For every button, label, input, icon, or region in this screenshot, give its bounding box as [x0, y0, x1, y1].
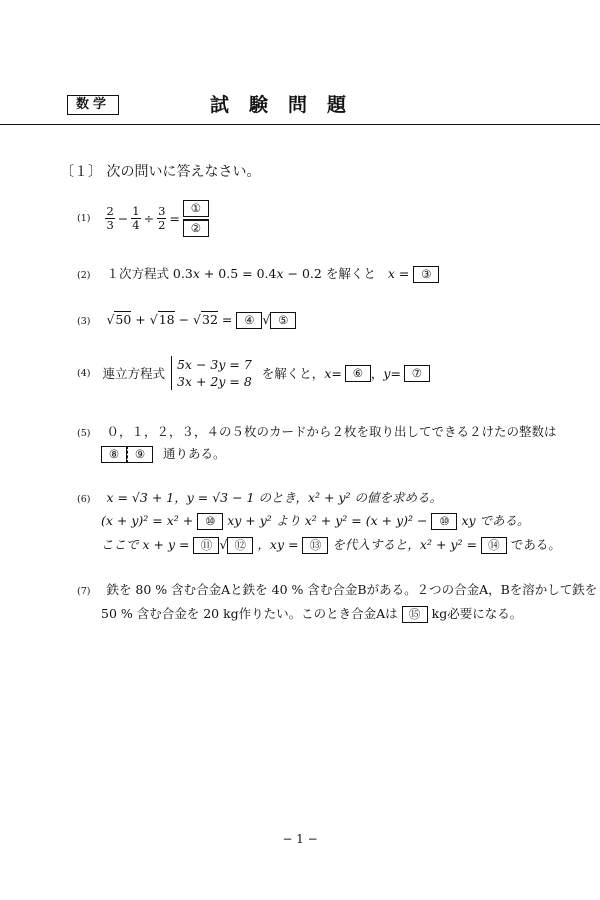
sqrt-sign: √	[262, 312, 271, 327]
var-x: x	[192, 266, 200, 281]
fraction-a	[105, 205, 114, 232]
expression: xy である。	[461, 513, 530, 528]
answer-box-2[interactable]: ②	[183, 219, 209, 237]
question-4-text: 連立方程式	[102, 366, 165, 381]
expression: ，xy =	[257, 537, 299, 552]
question-7-line-2	[101, 604, 522, 623]
fraction-a-den: 3	[106, 218, 114, 232]
question-7-text: 50 % 含む合金を 20 kg作りたい。このとき合金Aは	[101, 606, 398, 621]
question-4-number: (4)	[77, 367, 91, 379]
answer-box-15[interactable]: ⑮	[402, 606, 428, 623]
sqrt-sign: √	[193, 312, 202, 327]
question-7-number: (7)	[77, 586, 91, 597]
question-2-text: １次方程式 0.3	[106, 266, 193, 281]
question-6	[77, 488, 442, 506]
question-1-number: (1)	[77, 213, 91, 224]
question-1	[77, 200, 209, 237]
question-7-text: kg必要になる。	[431, 606, 523, 621]
section-instruction: 次の問いに答えなさい。	[106, 164, 261, 180]
expression: xy + y² より x² + y² = (x + y)² −	[227, 513, 428, 528]
question-5-text: ０，１，２，３，４の５枚のカードから２枚を取り出してできる２けたの整数は	[106, 424, 557, 439]
section-number: 〔１〕	[60, 164, 102, 180]
answer-fraction	[183, 200, 209, 237]
section-heading	[60, 161, 260, 181]
question-3	[77, 312, 296, 329]
comma: ，	[370, 366, 384, 381]
sqrt-sign: √	[219, 537, 228, 552]
var-y: y	[383, 365, 391, 381]
equation-1: 5x − 3y = 7	[176, 357, 252, 372]
equals-sign: =	[390, 365, 401, 381]
equals-sign: =	[331, 365, 342, 381]
equals-sign: =	[394, 266, 410, 281]
fraction-c-num: 3	[158, 204, 166, 218]
question-5	[77, 422, 556, 440]
answer-box-10-repeat[interactable]: ⑩	[431, 513, 457, 530]
answer-box-10[interactable]: ⑩	[197, 513, 223, 530]
fraction-b-den: 4	[132, 218, 140, 232]
question-2-mid: + 0.5 = 0.4	[199, 266, 277, 281]
question-2-number: (2)	[77, 270, 91, 281]
var-x: x	[387, 266, 395, 281]
sqrt-sign: √	[106, 312, 115, 327]
answer-box-14[interactable]: ⑭	[481, 537, 507, 554]
subject-label: 数学	[67, 95, 119, 115]
question-5-answer	[101, 444, 226, 463]
equation-system	[171, 356, 252, 390]
answer-box-9[interactable]: ⑨	[127, 446, 153, 463]
fraction-c-den: 2	[158, 218, 166, 232]
expression: (x + y)² = x² +	[101, 513, 194, 528]
radicand: 50	[115, 312, 132, 327]
question-5-number: (5)	[77, 428, 91, 439]
page-number: − 1 −	[282, 832, 318, 846]
page-title: 試験問題	[210, 94, 367, 116]
answer-box-4[interactable]: ④	[236, 312, 262, 329]
answer-box-11[interactable]: ⑪	[193, 537, 219, 554]
fraction-c	[157, 205, 166, 232]
minus-sign: −	[174, 312, 194, 327]
answer-box-5[interactable]: ⑤	[270, 312, 296, 329]
answer-box-7[interactable]: ⑦	[404, 365, 430, 382]
fraction-b	[131, 205, 140, 232]
fraction-b-num: 1	[132, 204, 140, 218]
question-6-number: (6)	[77, 494, 91, 505]
minus-sign: −	[117, 211, 129, 226]
answer-box-6[interactable]: ⑥	[345, 365, 371, 382]
equals-sign: =	[169, 211, 180, 226]
question-4	[77, 356, 430, 390]
var-x: x	[324, 365, 332, 381]
question-2	[77, 264, 439, 283]
question-3-number: (3)	[77, 316, 91, 327]
plus-sign: +	[131, 312, 150, 327]
expression: である。	[510, 537, 561, 552]
answer-box-1[interactable]: ①	[183, 200, 209, 217]
expression: を代入すると，x² + y² =	[332, 537, 477, 552]
equals-sign: =	[217, 312, 233, 327]
sqrt-sign: √	[149, 312, 158, 327]
fraction-a-num: 2	[106, 204, 114, 218]
question-6-line-3	[101, 535, 561, 554]
radicand: 18	[158, 312, 175, 327]
radicand: 32	[202, 312, 218, 327]
answer-box-3[interactable]: ③	[413, 266, 439, 283]
answer-box-8[interactable]: ⑧	[101, 446, 127, 463]
question-5-rest: 通りある。	[162, 446, 226, 461]
divide-sign: ÷	[143, 211, 155, 226]
question-4-rest: を解くと，	[261, 366, 325, 381]
var-x: x	[276, 266, 284, 281]
equation-2: 3x + 2y = 8	[176, 374, 252, 389]
question-6-line-2	[101, 511, 530, 530]
answer-box-12[interactable]: ⑫	[227, 537, 253, 554]
answer-box-13[interactable]: ⑬	[302, 537, 328, 554]
question-6-line-1: x = √3 + 1，y = √3 − 1 のとき，x² + y² の値を求める。	[106, 490, 442, 505]
question-7	[77, 580, 597, 598]
question-2-rest: − 0.2 を解くと	[283, 266, 376, 281]
question-7-line-1: 鉄を 80 % 含む合金Aと鉄を 40 % 含む合金Bがある。２つの合金A，Bを溶かして鉄を	[106, 582, 598, 597]
header-divider	[0, 124, 600, 125]
expression: ここで x + y =	[101, 537, 190, 552]
